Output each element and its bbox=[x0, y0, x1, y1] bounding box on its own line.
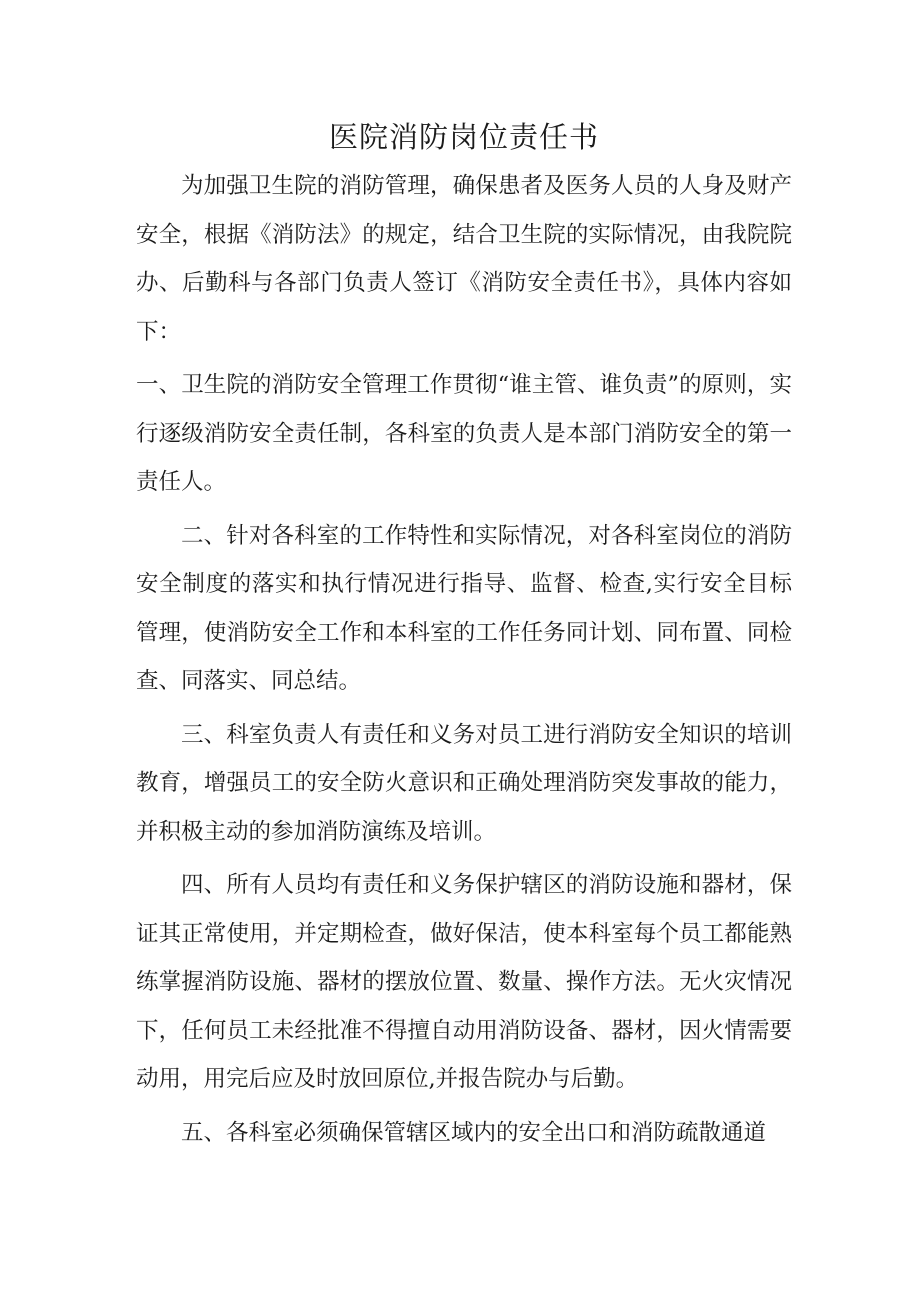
document-page bbox=[136, 112, 792, 1162]
clause-4-paragraph: 四、所有人员均有责任和义务保护辖区的消防设施和器材，保证其正常使用，并定期检查，做好保洁，使本科室每个员工都能熟练掌握消防设施、器材的摆放位置、数量、操作方法。无火灾情况下，任何员工未经批准不得擅自动用消防设备、器材，因火情需要动用，用完后应及时放回原位,并报告院办与后勤。 bbox=[136, 872, 792, 1092]
document-title: 医院消防岗位责任书 bbox=[328, 120, 599, 154]
intro-paragraph: 为加强卫生院的消防管理，确保患者及医务人员的人身及财产安全，根据《消防法》的规定，结合卫生院的实际情况，由我院院办、后勤科与各部门负责人签订《消防安全责任书》，具体内容如下： bbox=[136, 173, 792, 345]
clause-1-paragraph: 一、卫生院的消防安全管理工作贯彻“谁主管、谁负责”的原则，实行逐级消防安全责任制，各科室的负责人是本部门消防安全的第一责任人。 bbox=[136, 372, 792, 495]
clause-2-paragraph: 二、针对各科室的工作特性和实际情况，对各科室岗位的消防安全制度的落实和执行情况进行指导、监督、检查,实行安全目标管理，使消防安全工作和本科室的工作任务同计划、同布置、同检查、同落实、同总结。 bbox=[136, 522, 792, 694]
clause-5-paragraph: 五、各科室必须确保管辖区域内的安全出口和消防疏散通道 bbox=[181, 1119, 767, 1146]
clause-3-paragraph: 三、科室负责人有责任和义务对员工进行消防安全知识的培训教育，增强员工的安全防火意识和正确处理消防突发事故的能力，并积极主动的参加消防演练及培训。 bbox=[136, 721, 792, 845]
